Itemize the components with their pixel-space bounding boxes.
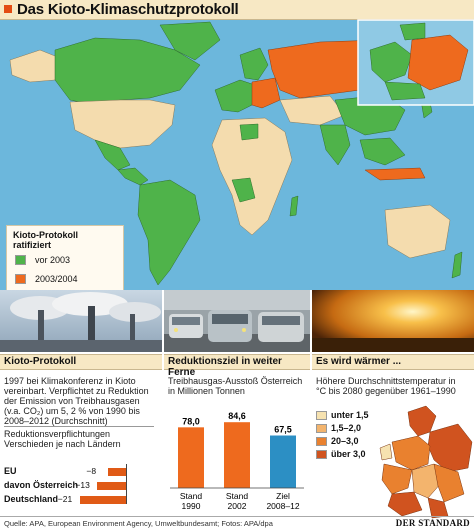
title-bar	[0, 0, 474, 20]
legend-swatch-orange	[15, 274, 26, 284]
temperature-label: über 3,0	[331, 449, 366, 459]
temperature-swatch	[316, 437, 327, 446]
bar-value-label: 78,0	[182, 416, 200, 427]
footer	[0, 516, 474, 530]
panel-target-header	[164, 354, 310, 378]
temperature-swatch	[316, 424, 327, 433]
emissions-bar-chart	[164, 402, 310, 520]
panel-warming-header	[312, 354, 474, 370]
sunset-photo	[312, 290, 474, 352]
reduction-title: Reduktionsverpflichtungen	[4, 429, 111, 439]
brand-logo: DER STANDARD	[395, 518, 470, 528]
divider	[4, 426, 154, 427]
world-map	[0, 20, 474, 290]
temperature-label: unter 1,5	[331, 410, 369, 420]
legend-label: 2003/2004	[35, 274, 78, 284]
reduction-heading	[4, 429, 154, 449]
temperature-label: 1,5–2,0	[331, 423, 362, 433]
legend-label: vor 2003	[35, 255, 71, 265]
source-credit: Quelle: APA, European Environment Agency, Umweltbundesamt; Fotos: APA/dpa	[4, 519, 273, 528]
warming-text: Höhere Durchschnittstemperatur in °C bis 2080 gegenüber 1961–1990	[316, 376, 456, 396]
reduction-label: EU	[4, 466, 17, 476]
temperature-label: 20–3,0	[331, 436, 359, 446]
temperature-swatch	[316, 450, 327, 459]
category-label: 2008–12	[266, 501, 300, 511]
traffic-photo	[164, 290, 310, 352]
category-label: 2002	[227, 501, 247, 511]
panel-target-heading: Reduktionsziel in weiter Ferne	[168, 356, 282, 378]
legend-item	[13, 253, 117, 269]
category-label: Stand	[225, 491, 249, 501]
panel-kyoto-header	[0, 354, 162, 370]
temperature-swatch	[316, 411, 327, 420]
reduction-row	[4, 480, 158, 492]
page-title: Das Kioto-Klimaschutzprotokoll	[17, 1, 239, 18]
reduction-subtitle: Verschieden je nach Ländern	[4, 439, 121, 449]
panel-warming	[312, 290, 474, 520]
panel-kyoto	[0, 290, 162, 520]
smokestack-photo	[0, 290, 162, 352]
bar	[270, 436, 296, 489]
panel-target	[164, 290, 310, 520]
legend-title: Kioto-Protokoll ratifiziert	[13, 230, 78, 250]
europe-temperature-map	[378, 402, 474, 520]
reduction-bar	[108, 468, 126, 476]
panel-kyoto-text: 1997 bei Klimakonferenz in Kioto vereinbart. Verpflichtet zu Reduktion der Emission von Treibhausgasen (v.a. CO₂) um 5, 2 % von 1990 bis 2008–2012 (Durchschnitt)	[4, 376, 149, 426]
map-region-africa-green-2	[240, 124, 258, 140]
category-label: Stand	[179, 491, 203, 501]
legend-item	[13, 272, 117, 288]
bar-value-label: 67,5	[274, 424, 292, 435]
legend-swatch-green	[15, 255, 26, 265]
bar-value-label: 84,6	[228, 411, 246, 422]
reduction-value: −21	[57, 494, 73, 504]
info-panels	[0, 290, 474, 530]
reduction-row	[4, 466, 158, 478]
reduction-row	[4, 494, 158, 506]
chart-subtitle: Treibhausgas-Ausstoß Österreich in Millionen Tonnen	[168, 376, 303, 396]
title-marker	[4, 5, 12, 13]
panel-warming-heading: Es wird wärmer ...	[316, 356, 402, 367]
reduction-bar	[80, 496, 126, 504]
europe-inset-south	[385, 82, 425, 100]
reduction-label: davon Österreich	[4, 480, 79, 490]
reduction-chart	[4, 466, 158, 506]
reduction-label: Deutschland	[4, 494, 59, 504]
reduction-value: −13	[75, 480, 90, 490]
reduction-bar	[97, 482, 126, 490]
category-label: 1990	[181, 501, 201, 511]
category-label: Ziel	[276, 491, 290, 501]
bar	[178, 427, 204, 488]
panel-kyoto-heading: Kioto-Protokoll	[4, 356, 77, 367]
reduction-value: −8	[86, 466, 97, 476]
bar	[224, 422, 250, 488]
